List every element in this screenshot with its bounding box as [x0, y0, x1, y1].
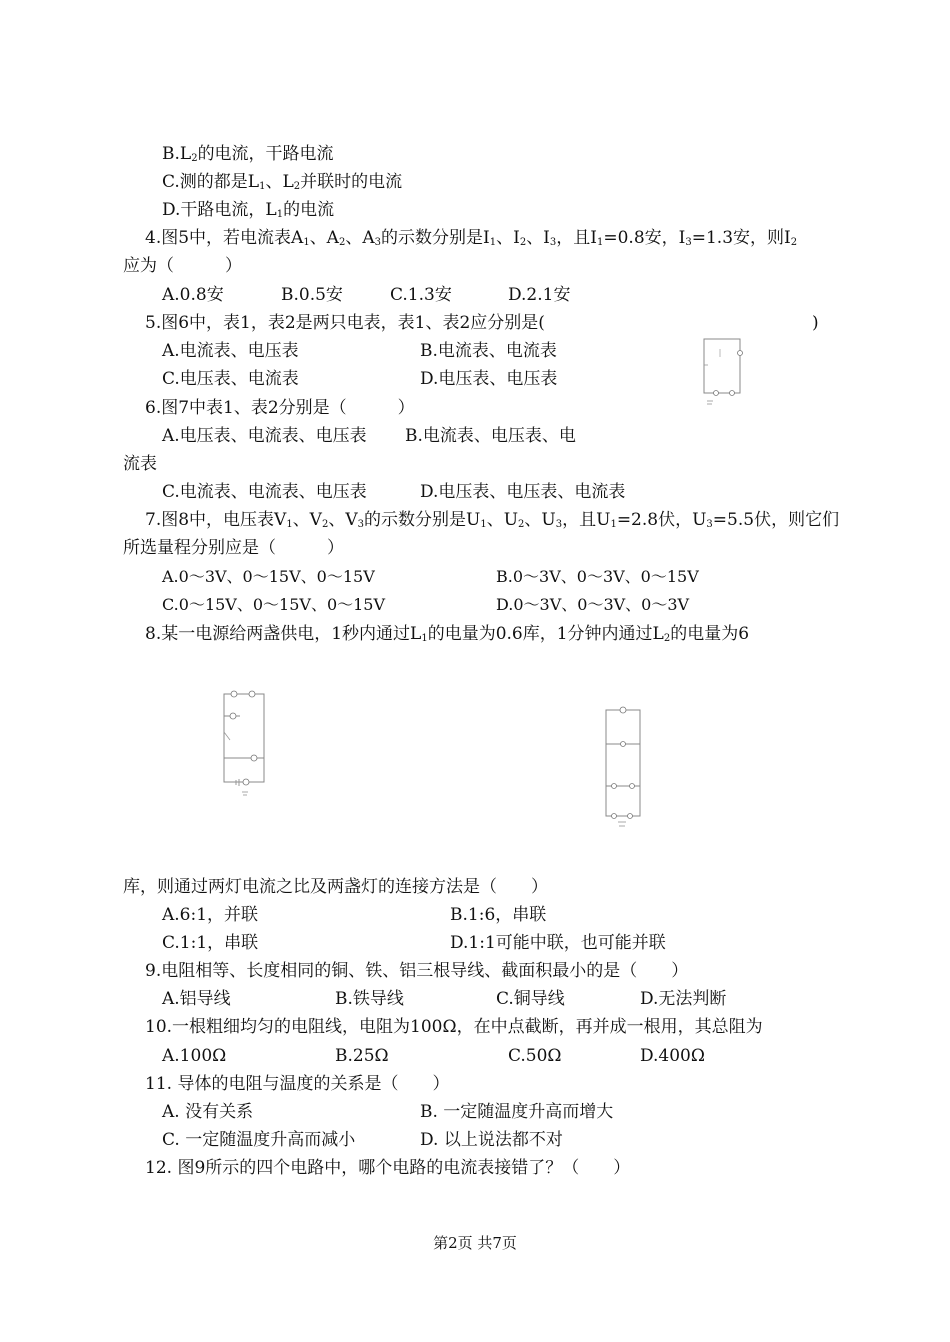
q6-option-b: B.电流表、电压表、电	[405, 426, 576, 446]
q7-stem-cont: 所选量程分别应是（ ）	[123, 538, 344, 558]
q4-stem-cont: 应为（ ）	[123, 256, 242, 276]
q11-option-a: A. 没有关系	[162, 1102, 254, 1122]
q8-option-b: B.1:6，串联	[450, 905, 547, 925]
q7-stem: 7.图8中，电压表$V_1$、$V_2$、$V_3$的示数分别是$U_1$、$U_2$、$U_3$，且$U_1=2.8$伏，$U_3=5.5$伏，则它们	[145, 510, 840, 530]
q3-option-c: C.测的都是$L_1$、$L_2$并联时的电流	[162, 172, 403, 192]
q8-stem-cont: 库，则通过两灯电流之比及两盏灯的连接方法是（ ）	[123, 877, 548, 897]
q3-option-d: D.干路电流，$L_1$的电流	[162, 200, 335, 220]
q7-option-b: B.0～3V、0～3V、0～15V	[496, 567, 699, 586]
q6-stem: 6.图7中表1、表2分别是（ ）	[145, 398, 415, 418]
q7-option-a: A.0～3V、0～15V、0～15V	[162, 567, 375, 586]
q12-stem: 12. 图9所示的四个电路中，哪个电路的电流表接错了？（ ）	[145, 1158, 631, 1178]
q4-option-a: A.0.8安	[162, 285, 224, 305]
page-number-footer: 第2页 共7页	[433, 1234, 517, 1252]
q9-option-d: D.无法判断	[640, 989, 727, 1009]
q9-option-b: B.铁导线	[335, 989, 404, 1009]
q5-option-a: A.电流表、电压表	[162, 341, 299, 361]
q7-option-d: D.0～3V、0～3V、0～3V	[496, 595, 690, 614]
q5-stem-close: )	[812, 313, 819, 333]
q10-option-b: B.25Ω	[335, 1046, 389, 1066]
q9-option-a: A.铝导线	[162, 989, 231, 1009]
q10-option-d: D.400Ω	[640, 1046, 705, 1066]
q5-stem: 5.图6中，表1，表2是两只电表，表1、表2应分别是(	[145, 313, 545, 333]
q6-option-b-wrap: 流表	[123, 454, 157, 474]
q4-option-c: C.1.3安	[390, 285, 452, 305]
q11-option-c: C. 一定随温度升高而减小	[162, 1130, 356, 1150]
figure-7-circuit	[216, 688, 276, 808]
figure-8-circuit	[598, 702, 648, 834]
q8-option-d: D.1:1可能中联，也可能并联	[450, 933, 666, 953]
q5-option-b: B.电流表、电流表	[420, 341, 557, 361]
q11-stem: 11. 导体的电阻与温度的关系是（ ）	[145, 1074, 450, 1094]
q10-option-a: A.100Ω	[162, 1046, 227, 1066]
q8-stem: 8.某一电源给两盏供电，1秒内通过$L_1$的电量为0.6库，1分钟内通过$L_2$的电量为6	[145, 624, 750, 644]
q5-option-c: C.电压表、电流表	[162, 369, 299, 389]
q7-option-c: C.0～15V、0～15V、0～15V	[162, 595, 386, 614]
q11-option-b: B. 一定随温度升高而增大	[420, 1102, 614, 1122]
q4-option-d: D.2.1安	[508, 285, 571, 305]
q5-option-d: D.电压表、电压表	[420, 369, 558, 389]
q10-option-c: C.50Ω	[508, 1046, 562, 1066]
q9-stem: 9.电阻相等、长度相同的铜、铁、铝三根导线、截面积最小的是（ ）	[145, 961, 689, 981]
q4-stem: 4.图5中，若电流表$A_1$、$A_2$、$A_3$的示数分别是$I_1$、$I_2$、$I_3$，且$I_1=0.8$安，$I_3=1.3$安，则$I_2$	[145, 228, 798, 248]
q3-option-b: $B.L_2$的电流，干路电流	[162, 144, 334, 164]
q9-option-c: C.铜导线	[496, 989, 565, 1009]
figure-6-circuit	[698, 335, 748, 410]
q6-option-c: C.电流表、电流表、电压表	[162, 482, 367, 502]
q10-stem: 10.一根粗细均匀的电阻线，电阻为100Ω，在中点截断，再并成一根用，其总阻为	[145, 1017, 763, 1037]
q8-option-c: C.1:1，串联	[162, 933, 259, 953]
q4-option-b: B.0.5安	[281, 285, 343, 305]
q6-option-a: A.电压表、电流表、电压表	[162, 426, 367, 446]
q11-option-d: D. 以上说法都不对	[420, 1130, 563, 1150]
q6-option-d: D.电压表、电压表、电流表	[420, 482, 626, 502]
q8-option-a: A.6:1，并联	[162, 905, 259, 925]
